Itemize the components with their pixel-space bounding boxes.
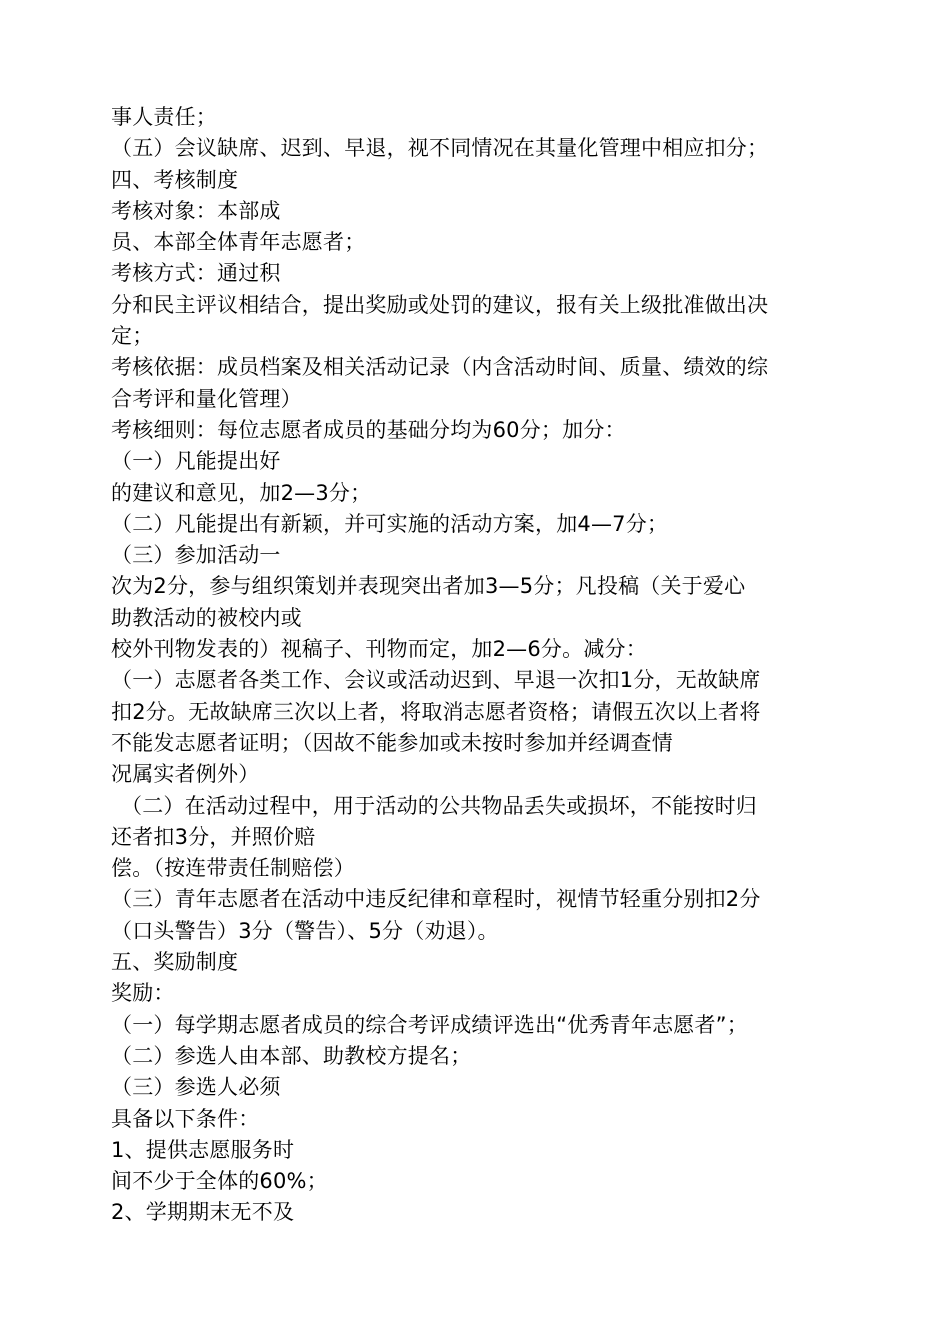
- text-line: 考核对象：本部成: [111, 198, 281, 223]
- text-line: （五）会议缺席、迟到、早退，视不同情况在其量化管理中相应扣分；: [111, 136, 769, 161]
- text-line: （二）参选人由本部、助教校方提名；: [111, 1043, 472, 1068]
- text-line: 定；: [111, 324, 154, 349]
- section-heading: 四、考核制度: [111, 167, 239, 192]
- text-line: （三）参加活动一: [111, 543, 281, 568]
- text-line: （二）凡能提出有新颖，并可实施的活动方案，加4—7分；: [111, 511, 669, 536]
- text-line: 扣2分。无故缺席三次以上者，将取消志愿者资格；请假五次以上者将: [111, 699, 761, 724]
- text-line: （口头警告）3分（警告）、5分（劝退）。: [111, 918, 499, 943]
- text-line: 2、学期期末无不及: [111, 1200, 295, 1225]
- text-line: （三）青年志愿者在活动中违反纪律和章程时，视情节轻重分别扣2分: [111, 887, 761, 912]
- section-heading: 五、奖励制度: [111, 950, 239, 975]
- text-line: 次为2分，参与组织策划并表现突出者加3—5分；凡投稿（关于爱心: [111, 574, 746, 599]
- text-line: 考核方式：通过积: [111, 261, 281, 286]
- text-line: 奖励：: [111, 981, 175, 1006]
- text-line: 合考评和量化管理）: [111, 386, 302, 411]
- text-line: 助教活动的被校内或: [111, 605, 302, 630]
- text-line: （一）凡能提出好: [111, 449, 281, 474]
- text-line: 分和民主评议相结合，提出奖励或处罚的建议，报有关上级批准做出决: [111, 292, 769, 317]
- text-line: 员、本部全体青年志愿者；: [111, 230, 366, 255]
- text-line: 校外刊物发表的）视稿子、刊物而定，加2—6分。减分：: [111, 637, 647, 662]
- text-line: （一）每学期志愿者成员的综合考评成绩评选出“优秀青年志愿者”；: [111, 1012, 748, 1037]
- text-line: 的建议和意见，加2—3分；: [111, 480, 372, 505]
- text-line: 考核依据：成员档案及相关活动记录（内含活动时间、质量、绩效的综: [111, 355, 769, 380]
- text-line: 不能发志愿者证明；（因故不能参加或未按时参加并经调查情: [111, 730, 673, 755]
- text-line: 考核细则：每位志愿者成员的基础分均为60分；加分：: [111, 417, 626, 442]
- text-line: 具备以下条件：: [111, 1106, 260, 1131]
- text-line: 偿。（按连带责任制赔偿）: [111, 856, 355, 881]
- text-line: 1、提供志愿服务时: [111, 1137, 295, 1162]
- text-line: 还者扣3分，并照价赔: [111, 824, 316, 849]
- document-body: [111, 102, 846, 1229]
- text-line: 间不少于全体的60%；: [111, 1169, 328, 1194]
- text-line: 况属实者例外）: [111, 762, 260, 787]
- text-line: 事人责任；: [111, 105, 217, 129]
- text-line: （三）参选人必须: [111, 1075, 281, 1100]
- text-line: （二）在活动过程中，用于活动的公共物品丢失或损坏，不能按时归: [121, 793, 757, 818]
- text-line: （一）志愿者各类工作、会议或活动迟到、早退一次扣1分，无故缺席: [111, 668, 761, 693]
